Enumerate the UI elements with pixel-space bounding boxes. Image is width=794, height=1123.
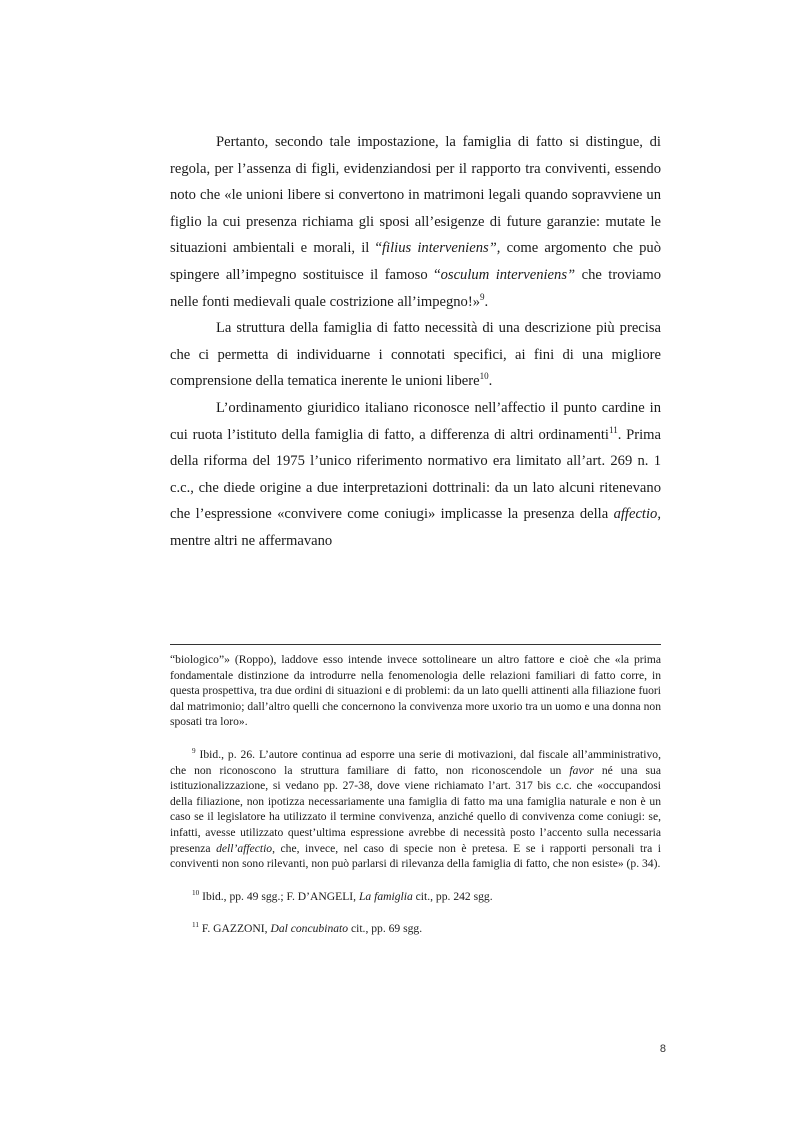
footnote-10-text-b: cit., pp. 242 sgg. <box>412 889 493 903</box>
footnote-9-text-a: Ibid., p. 26. L’autore continua ad esporre una serie di motivazioni, dal fiscale all’amministrativo, che non riconoscono la struttura familiare di fatto, non riconoscendole un <box>170 747 661 777</box>
footnote-11-text-a: F. GAZZONI, <box>198 922 271 936</box>
paragraph-1-text-a: Pertanto, secondo tale impostazione, la famiglia di fatto si distingue, di regola, per l’assenza di figli, evidenziandosi per il rapporto tra conviventi, essendo noto che «le unioni libere si convertono in matrimoni legali quando sopravviene un figlio la cui presenza richiama gli sposi all’esigenze di future garanzie: mutate le situazioni ambientali e morali, il “ <box>170 134 661 257</box>
main-text <box>170 129 661 555</box>
paragraph-3-text-b: . Prima della riforma del 1975 l’unico riferimento normativo era limitato all’art. 269 n. 1 c.c., che diede origine a due interpretazioni dottrinali: da un lato alcuni ritenevano che l’espressione «convivere come coniugi» implicasse la presenza della <box>170 426 661 523</box>
footnote-9 <box>170 747 661 872</box>
paragraph-1-text-b: , come argomento che può spingere all’impegno sostituisce il famoso “ <box>170 240 661 283</box>
footnote-10-italic: La famiglia <box>358 889 413 903</box>
paragraph-3-text-c: , mentre altri ne affermavano <box>170 506 661 549</box>
footnote-9-italic-b: dell’affectio <box>216 841 273 855</box>
paragraph-3-italic: affectio <box>613 506 658 523</box>
paragraph-1-end: . <box>484 293 489 310</box>
paragraph-1 <box>170 129 661 315</box>
page-number: 8 <box>659 1043 666 1055</box>
footnote-9-number: 9 <box>192 747 196 756</box>
footnote-separator <box>170 644 661 645</box>
footnote-9-text-c: , che, invece, nel caso di specie non è pretesa. E se i rapporti personali tra i conviventi non sono rilevanti, non può parlarsi di rilevanza della famiglia di fatto, che non esiste» (p. 34). <box>170 841 661 871</box>
footnote-11-text-b: cit., pp. 69 sgg. <box>348 922 423 936</box>
footnote-ref-11[interactable]: 11 <box>609 424 618 435</box>
footnote-10-number: 10 <box>192 888 200 897</box>
paragraph-2-end: . <box>488 373 493 390</box>
paragraph-2-text: La struttura della famiglia di fatto necessità di una descrizione più precisa che ci permetta di individuarne i connotati specifici, ai fini di una migliore comprensione della tematica inerente le unioni libere <box>170 320 661 390</box>
footnote-9-italic-a: favor <box>569 763 594 777</box>
footnote-ref-9[interactable]: 9 <box>480 291 485 302</box>
footnote-ref-10[interactable]: 10 <box>479 371 489 382</box>
footnote-11-number: 11 <box>192 921 199 930</box>
footnote-9-text-b: né una sua istituzionalizzazione, si vedano pp. 27-38, dove viene richiamato l’art. 317 bis c.c. che «occupandosi della filiazione, non ipotizza necessariamente una famiglia di fatto ma una famiglia naturale e non è un caso se il legislatore ha utilizzato il termine convivenza, anziché quello di convivenza come coniugi: se, infatti, avesse utilizzato quest’ultima espressione avrebbe di necessità posto l’accento sulla necessaria presenza <box>170 763 661 855</box>
paragraph-1-italic-b: osculum interveniens” <box>440 266 576 283</box>
paragraph-3 <box>170 395 661 555</box>
footnote-11 <box>170 921 661 937</box>
paragraph-3-text-a: L’ordinamento giuridico italiano riconosce nell’affectio il punto cardine in cui ruota l’istituto della famiglia di fatto, a differenza di altri ordinamenti <box>170 399 661 443</box>
footnote-10 <box>170 889 661 905</box>
footnote-11-italic: Dal concubinato <box>270 922 349 936</box>
paragraph-2 <box>170 315 661 395</box>
paragraph-1-italic-a: filius interveniens” <box>381 240 497 257</box>
footnote-continuation: “biologico”» (Roppo), laddove esso intende invece sottolineare un altro fattore e cioè che «la prima fondamentale distinzione da introdurre nella fenomenologia delle relazioni familiari di fatto corre, in questa prospettiva, tra due ordini di situazioni e di problemi: da un lato quelli attinenti alla filiazione fuori dal matrimonio; dall’altro quelli che concernono la convivenza more uxorio tra un uomo e una donna non sposati tra loro». <box>170 653 661 729</box>
footnote-10-text-a: Ibid., pp. 49 sgg.; F. D’ANGELI, <box>199 889 359 903</box>
footnotes <box>170 652 661 937</box>
paragraph-1-text-c: che troviamo nelle fonti medievali quale costrizione all’impegno!» <box>170 266 661 310</box>
